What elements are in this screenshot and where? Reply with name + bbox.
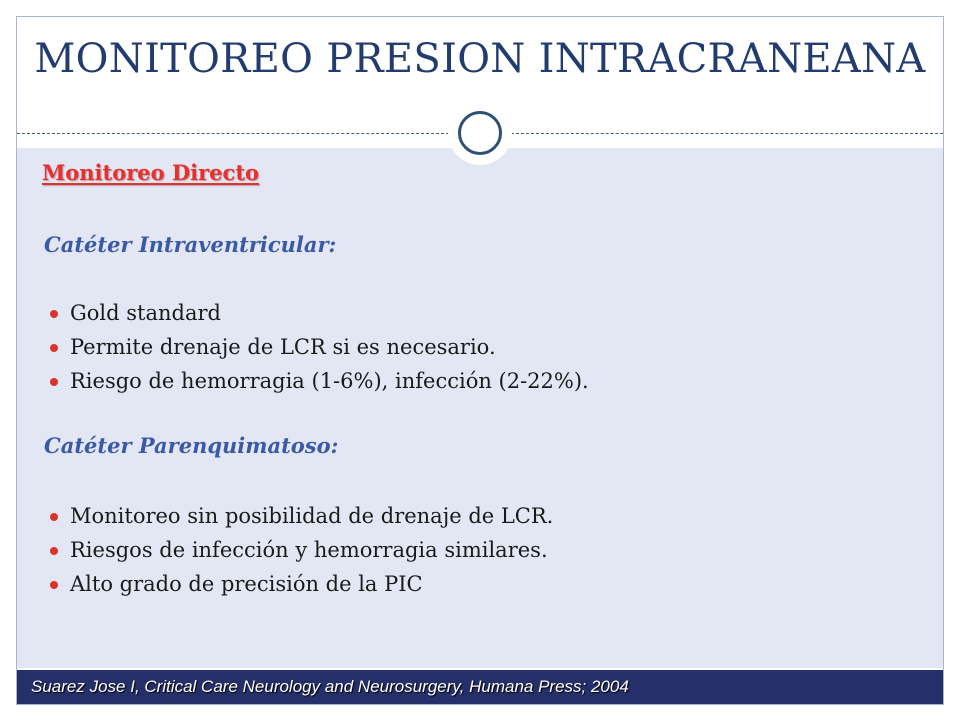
- list-item: [48, 533, 553, 567]
- circle-ring-icon: [458, 111, 502, 155]
- bullet-list-parenquimatoso: [48, 499, 553, 601]
- footer-citation: Suarez Jose I, Critical Care Neurology and Neurosurgery, Humana Press; 2004: [31, 677, 629, 696]
- bullet-icon: [50, 344, 58, 352]
- list-item-text: Permite drenaje de LCR si es necesario.: [70, 335, 496, 359]
- list-item-text: Alto grado de precisión de la PIC: [70, 572, 423, 596]
- bullet-list-intraventricular: [48, 296, 589, 398]
- list-item-text: Riesgos de infección y hemorragia similares.: [70, 538, 548, 562]
- bullet-icon: [50, 581, 58, 589]
- section-heading: Monitoreo Directo: [42, 160, 260, 185]
- list-item-text: Gold standard: [70, 301, 221, 325]
- bullet-icon: [50, 513, 58, 521]
- bullet-icon: [50, 378, 58, 386]
- list-item: [48, 567, 553, 601]
- bullet-icon: [50, 310, 58, 318]
- subheading-parenquimatoso: Catéter Parenquimatoso:: [44, 433, 339, 458]
- slide-title: MONITOREO PRESION INTRACRANEANA: [34, 36, 926, 82]
- list-item: [48, 330, 589, 364]
- list-item: [48, 364, 589, 398]
- subheading-intraventricular: Catéter Intraventricular:: [44, 232, 337, 257]
- list-item-text: Monitoreo sin posibilidad de drenaje de LCR.: [70, 504, 554, 528]
- bullet-icon: [50, 547, 58, 555]
- list-item-text: Riesgo de hemorragia (1-6%), infección (2-22%).: [70, 369, 589, 393]
- list-item: [48, 499, 553, 533]
- list-item: [48, 296, 589, 330]
- footer-bar: [17, 670, 943, 704]
